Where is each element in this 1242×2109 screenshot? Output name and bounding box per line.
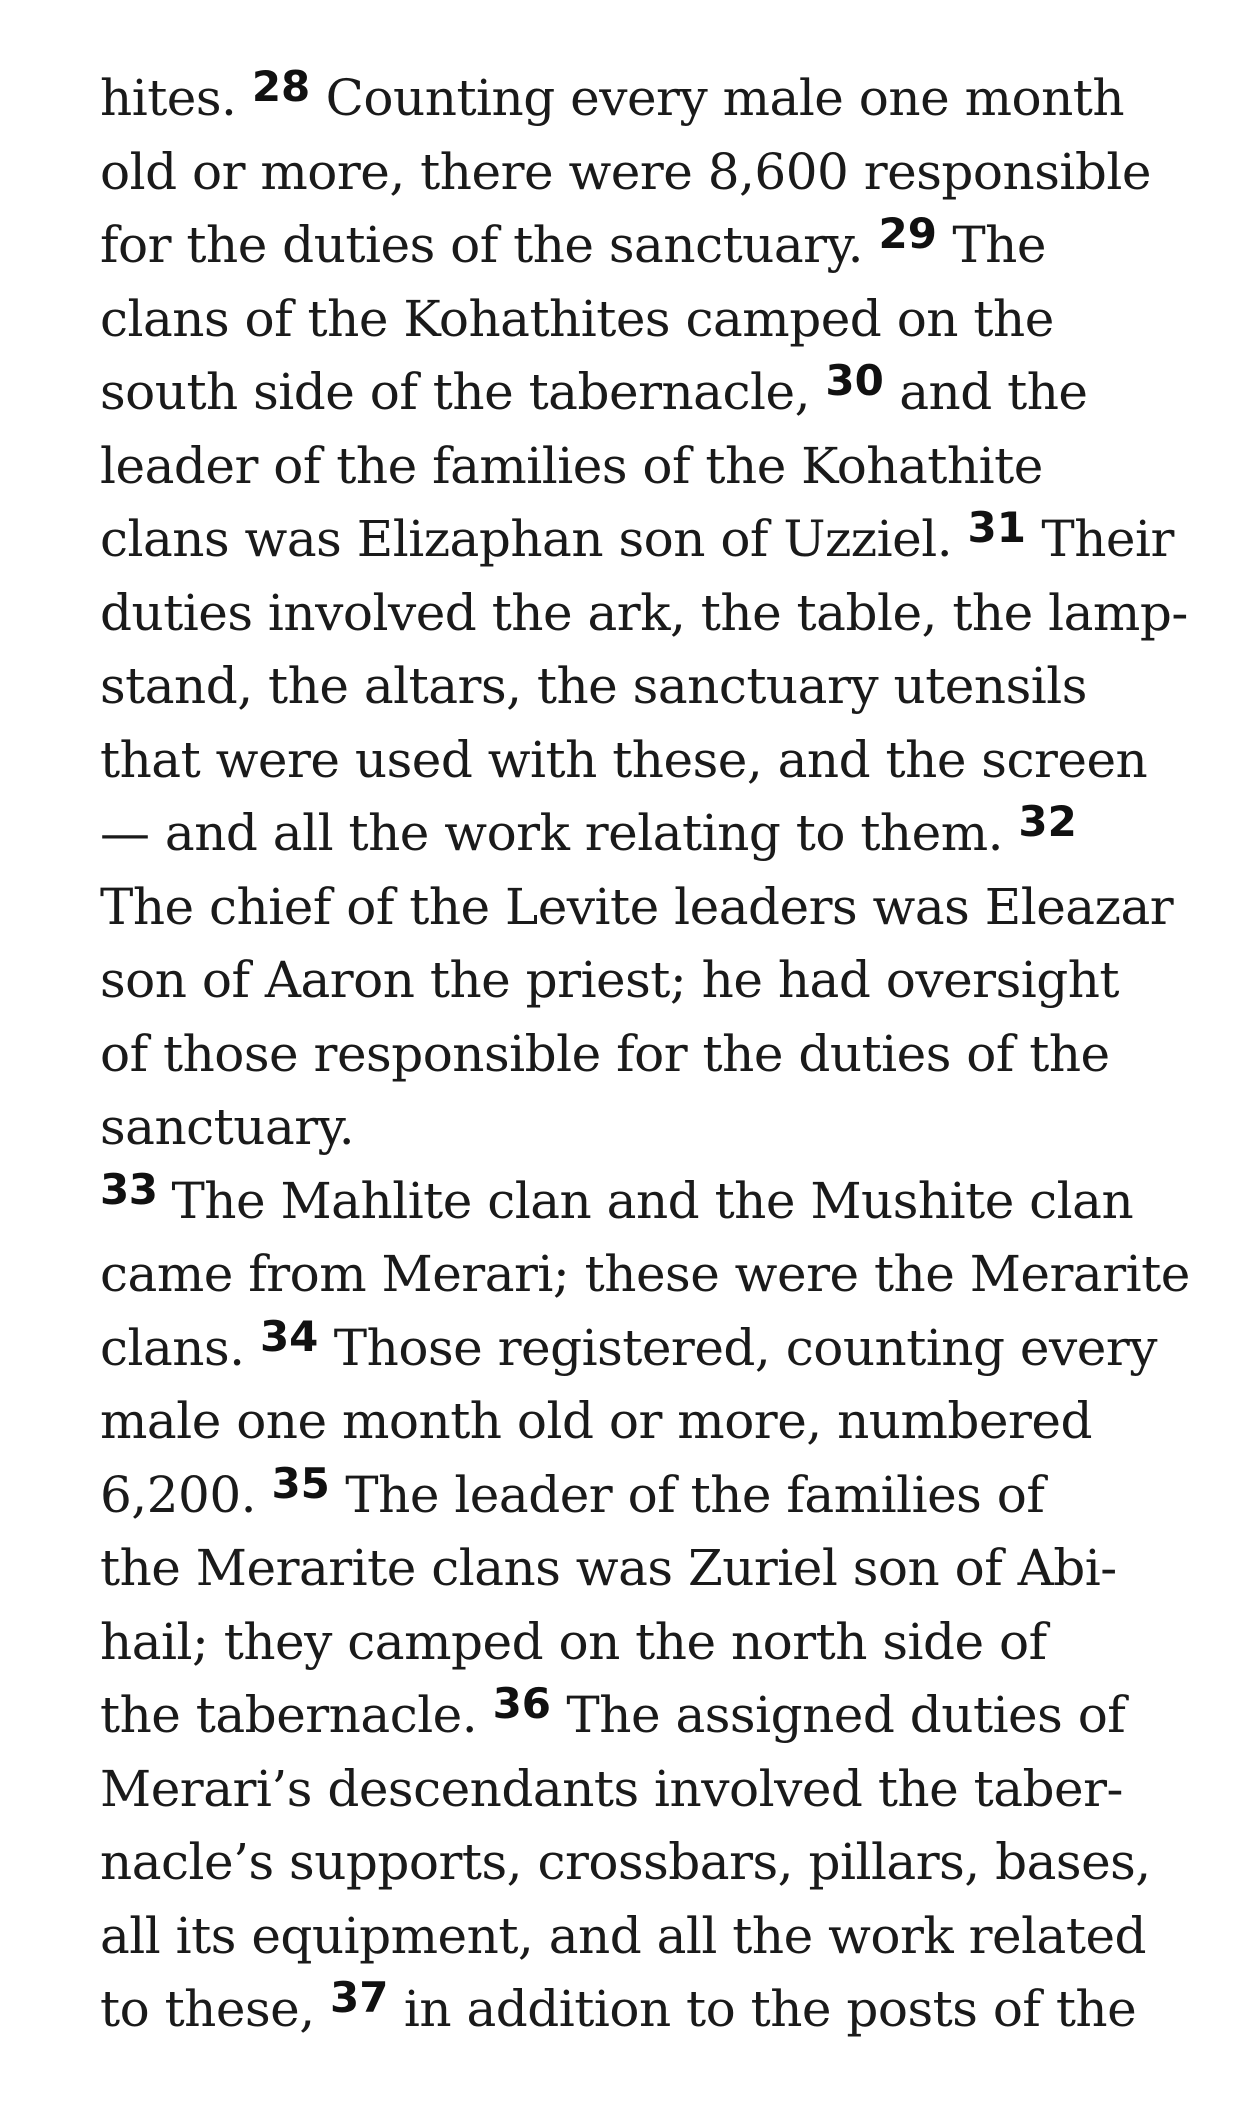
verse-text: stand, the altars, the sanctuary utensils xyxy=(100,657,1087,715)
verse-text: of those responsible for the duties of the xyxy=(100,1024,1110,1083)
verse-number: 33 xyxy=(100,1164,158,1214)
verse-text: hail; they camped on the north side of xyxy=(100,1612,1047,1671)
verse-text: Merari’s descendants involved the taber- xyxy=(100,1759,1123,1818)
verse-text: all its equipment, and all the work related xyxy=(100,1906,1147,1965)
text-line xyxy=(100,1679,1190,1753)
verse-number: 37 xyxy=(330,1973,389,2022)
text-line xyxy=(100,1753,1190,1827)
text-line xyxy=(100,209,1190,283)
verse-text: hites. xyxy=(100,69,252,127)
text-line xyxy=(100,283,1190,357)
verse-text: The Mahlite clan and the Mushite clan xyxy=(171,1171,1134,1230)
text-line xyxy=(100,136,1190,210)
verse-text: — and all the work relating to them. xyxy=(100,804,1019,862)
verse-number: 29 xyxy=(878,209,937,258)
verse-text: came from Merari; these were the Merarite xyxy=(100,1245,1190,1303)
text-line xyxy=(100,62,1190,136)
text-line xyxy=(100,430,1190,504)
verse-number: 31 xyxy=(967,503,1026,552)
verse-text: the tabernacle. xyxy=(100,1686,493,1744)
text-line xyxy=(100,724,1190,798)
verse-text: duties involved the ark, the table, the lamp- xyxy=(100,583,1188,642)
text-line xyxy=(100,577,1190,651)
verse-text: The xyxy=(936,216,1046,274)
verse-text: Those registered, counting every xyxy=(318,1318,1157,1377)
verse-text: for the duties of the sanctuary. xyxy=(100,216,879,274)
verse-text: clans of the Kohathites camped on the xyxy=(100,289,1054,348)
verse-text: The chief of the Levite leaders was Eleazar xyxy=(100,877,1174,936)
verse-text: to these, xyxy=(100,1980,331,2038)
verse-text: in addition to the posts of the xyxy=(388,1980,1137,2038)
verse-number: 28 xyxy=(251,62,311,111)
text-line xyxy=(100,1826,1190,1900)
text-line xyxy=(100,1973,1190,2047)
text-line xyxy=(100,650,1190,724)
verse-text: nacle’s supports, crossbars, pillars, bases, xyxy=(100,1833,1151,1891)
text-line xyxy=(100,1532,1190,1606)
verse-text: that were used with these, and the screen xyxy=(100,730,1148,789)
text-line xyxy=(100,871,1190,945)
verse-number: 30 xyxy=(825,356,884,405)
verse-text: The leader of the families of xyxy=(329,1465,1045,1524)
text-line xyxy=(100,1018,1190,1092)
scripture-text xyxy=(100,62,1190,2047)
verse-number: 36 xyxy=(492,1679,552,1728)
text-line xyxy=(100,1385,1190,1459)
verse-text: and the xyxy=(883,363,1088,421)
text-line xyxy=(100,356,1190,430)
verse-text: 6,200. xyxy=(100,1465,272,1524)
verse-text: Counting every male one month xyxy=(310,69,1125,127)
verse-text: son of Aaron the priest; he had oversight xyxy=(100,951,1120,1009)
verse-number: 34 xyxy=(259,1311,319,1361)
verse-text: leader of the families of the Kohathite xyxy=(100,436,1043,495)
text-line xyxy=(100,1091,1190,1165)
verse-text: The assigned duties of xyxy=(551,1686,1126,1744)
verse-text: male one month old or more, numbered xyxy=(100,1392,1092,1450)
text-line xyxy=(100,1238,1190,1312)
verse-text: clans was Elizaphan son of Uzziel. xyxy=(100,510,968,568)
text-line xyxy=(100,1459,1190,1533)
verse-text: the Merarite clans was Zuriel son of Abi- xyxy=(100,1539,1117,1597)
text-line xyxy=(100,944,1190,1018)
verse-text: Their xyxy=(1025,510,1174,568)
verse-number: 32 xyxy=(1018,797,1077,846)
text-line xyxy=(100,1312,1190,1386)
text-line xyxy=(100,1165,1190,1239)
text-line xyxy=(100,1900,1190,1974)
verse-text: sanctuary. xyxy=(100,1098,355,1156)
text-line xyxy=(100,797,1190,871)
text-line xyxy=(100,503,1190,577)
verse-text: south side of the tabernacle, xyxy=(100,363,826,421)
verse-text: old or more, there were 8,600 responsible xyxy=(100,142,1151,201)
verse-number: 35 xyxy=(271,1458,330,1508)
text-line xyxy=(100,1606,1190,1680)
verse-text: clans. xyxy=(100,1318,260,1377)
